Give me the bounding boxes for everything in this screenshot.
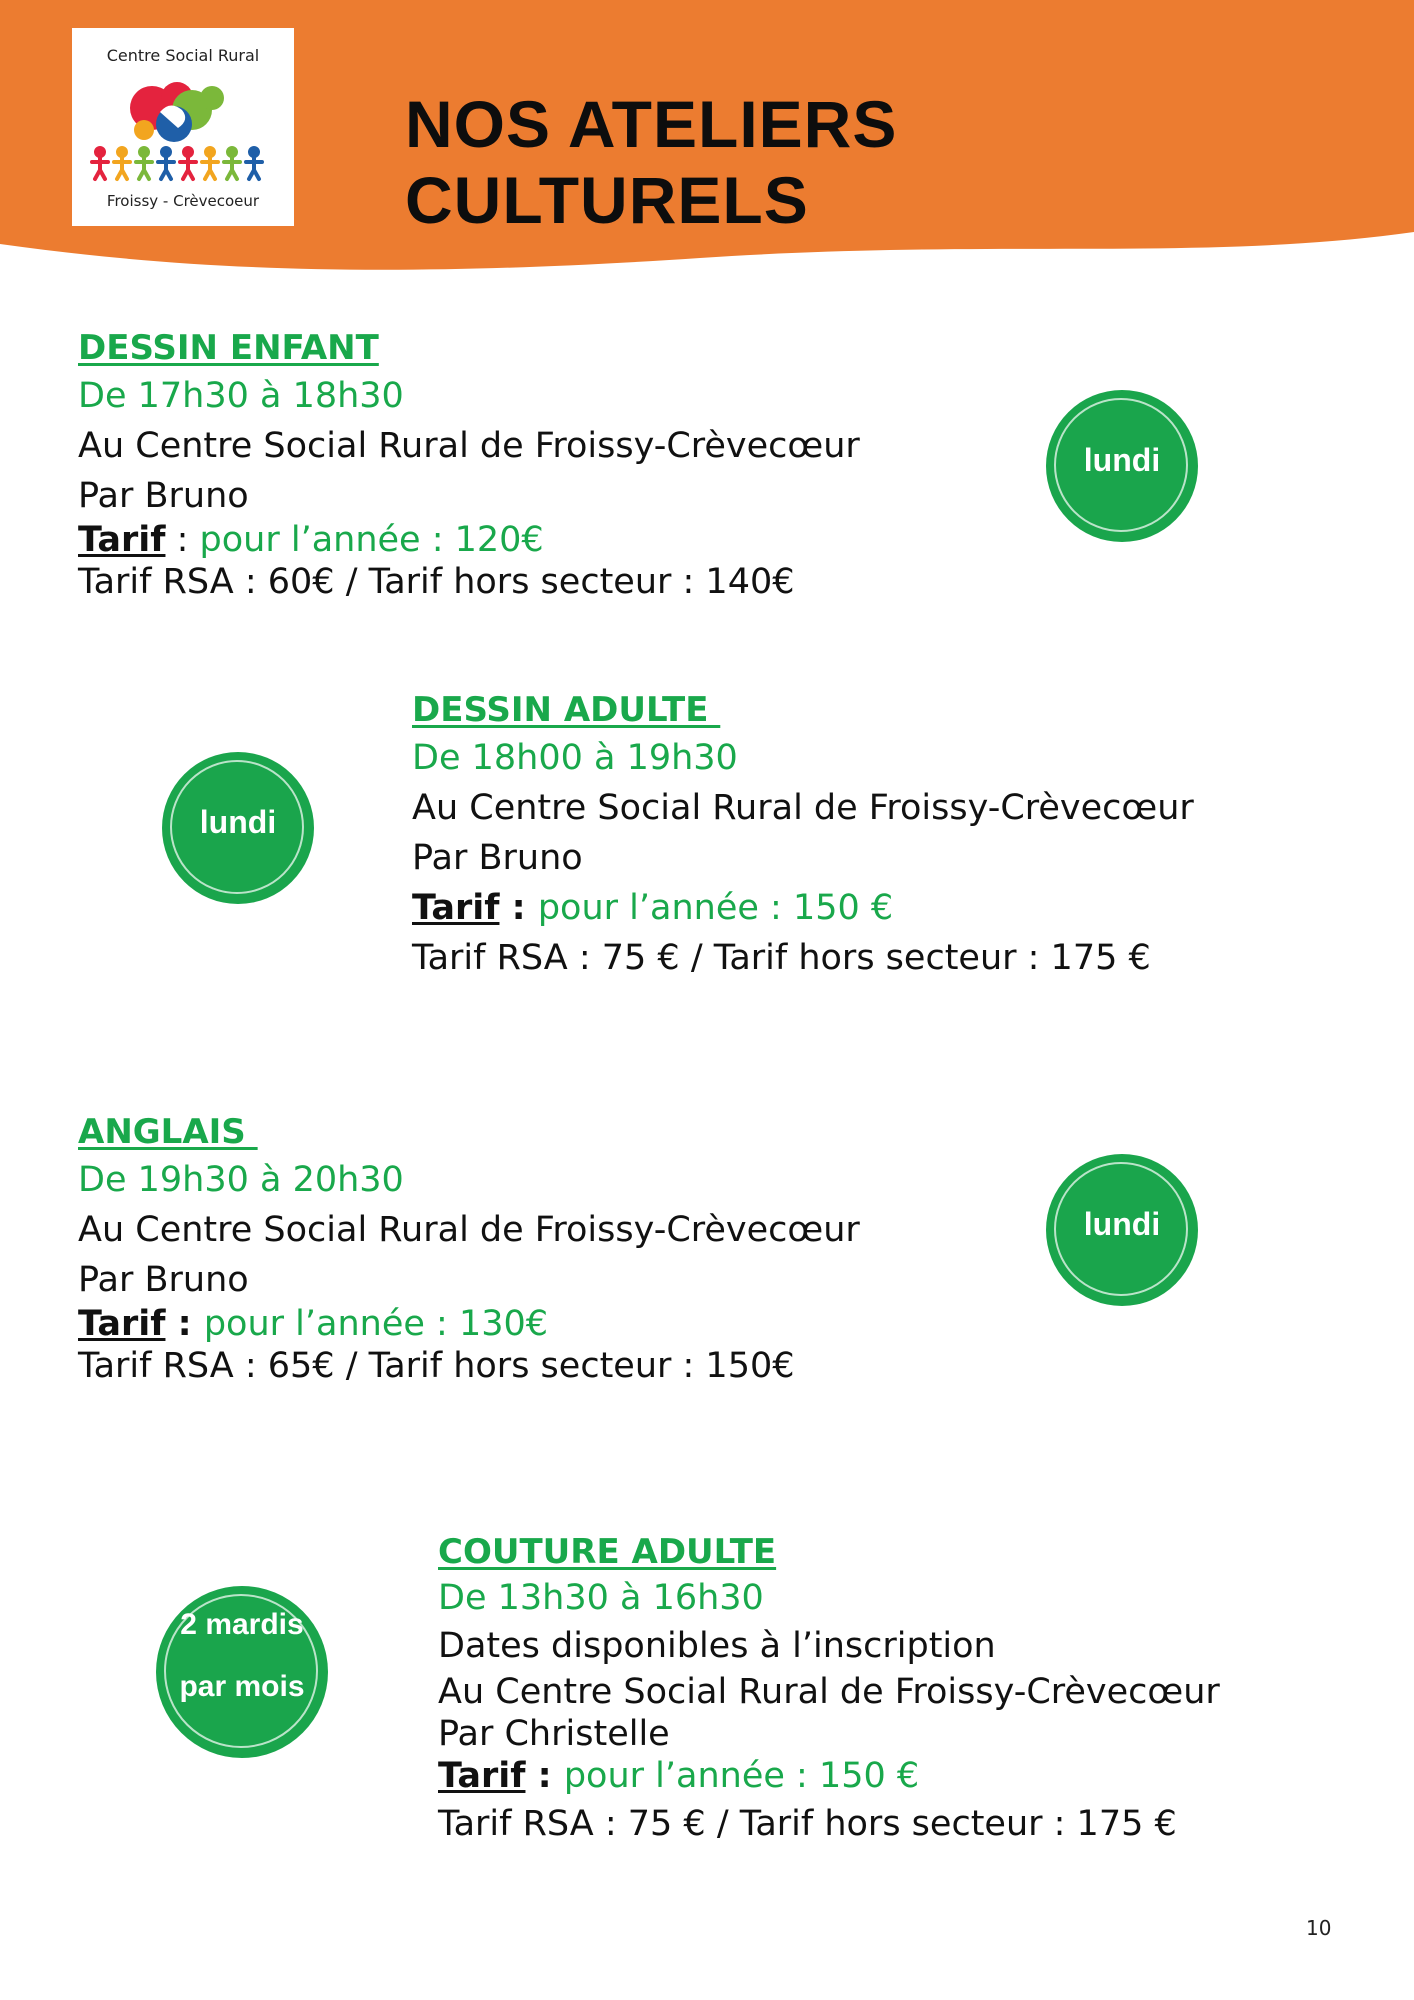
section-dates: Dates disponibles à l’inscription [438,1626,996,1666]
section-tarif [78,1304,860,1344]
page-number: 10 [1306,1916,1332,1940]
section-place: Au Centre Social Rural de Froissy-Crèvecœur [78,1210,860,1250]
header-band [0,0,1414,290]
section-time: De 19h30 à 20h30 [78,1160,404,1200]
section-dessin-adulte [412,690,1194,978]
logo-handprints-graphic [82,68,284,188]
section-time: De 18h00 à 19h30 [412,738,738,778]
badge-label: lundi [199,804,277,840]
section-instructor: Par Bruno [412,838,583,878]
section-title: COUTURE ADULTE [438,1532,777,1572]
badge-label-line-1: 2 mardis [180,1608,304,1641]
page-title: NOS ATELIERS CULTURELS [405,87,898,237]
section-tarif-rsa: Tarif RSA : 65€ / Tarif hors secteur : 150€ [78,1346,795,1386]
tarif-label: Tarif [78,520,166,560]
section-tarif-rsa: Tarif RSA : 75 € / Tarif hors secteur : 175 € [438,1804,1177,1844]
day-badge [1042,1150,1202,1310]
logo-line-2: Froissy - Crèvecoeur [106,192,260,210]
section-title: DESSIN ADULTE [412,690,721,730]
section-instructor: Par Bruno [78,1260,249,1300]
logo-line-1: Centre Social Rural [106,46,260,65]
section-instructor: Par Bruno [78,476,249,516]
section-title: ANGLAIS [78,1112,258,1152]
section-time: De 13h30 à 16h30 [438,1578,764,1618]
section-anglais [78,1112,860,1386]
tarif-separator: : [525,1756,564,1796]
section-couture-adulte [438,1532,1220,1844]
day-badge [152,1582,332,1762]
badge-label: lundi [1083,442,1161,478]
tarif-label: Tarif [78,1304,166,1344]
section-instructor: Par Christelle [438,1714,670,1754]
section-tarif [438,1756,1220,1796]
section-title: DESSIN ENFANT [78,328,379,368]
day-badge [158,748,318,908]
logo [72,28,294,226]
tarif-separator: : [165,520,200,560]
day-badge [1042,386,1202,546]
section-tarif [412,888,1194,928]
section-time: De 17h30 à 18h30 [78,376,404,416]
tarif-label: Tarif [412,888,500,928]
badge-label: lundi [1083,1206,1161,1242]
tarif-separator: : [499,888,538,928]
tarif-separator: : [165,1304,204,1344]
section-tarif [78,520,860,560]
section-place: Au Centre Social Rural de Froissy-Crèvecœur [438,1672,1220,1712]
tarif-value: pour l’année : 130€ [203,1304,549,1344]
section-place: Au Centre Social Rural de Froissy-Crèvecœur [78,426,860,466]
section-tarif-rsa: Tarif RSA : 60€ / Tarif hors secteur : 140€ [78,562,795,602]
badge-label-line-2: par mois [179,1670,305,1703]
tarif-label: Tarif [438,1756,526,1796]
section-place: Au Centre Social Rural de Froissy-Crèvecœur [412,788,1194,828]
section-tarif-rsa: Tarif RSA : 75 € / Tarif hors secteur : 175 € [412,938,1151,978]
tarif-value: pour l’année : 120€ [199,520,544,560]
section-dessin-enfant [78,328,860,602]
tarif-value: pour l’année : 150 € [537,888,894,928]
tarif-value: pour l’année : 150 € [563,1756,920,1796]
